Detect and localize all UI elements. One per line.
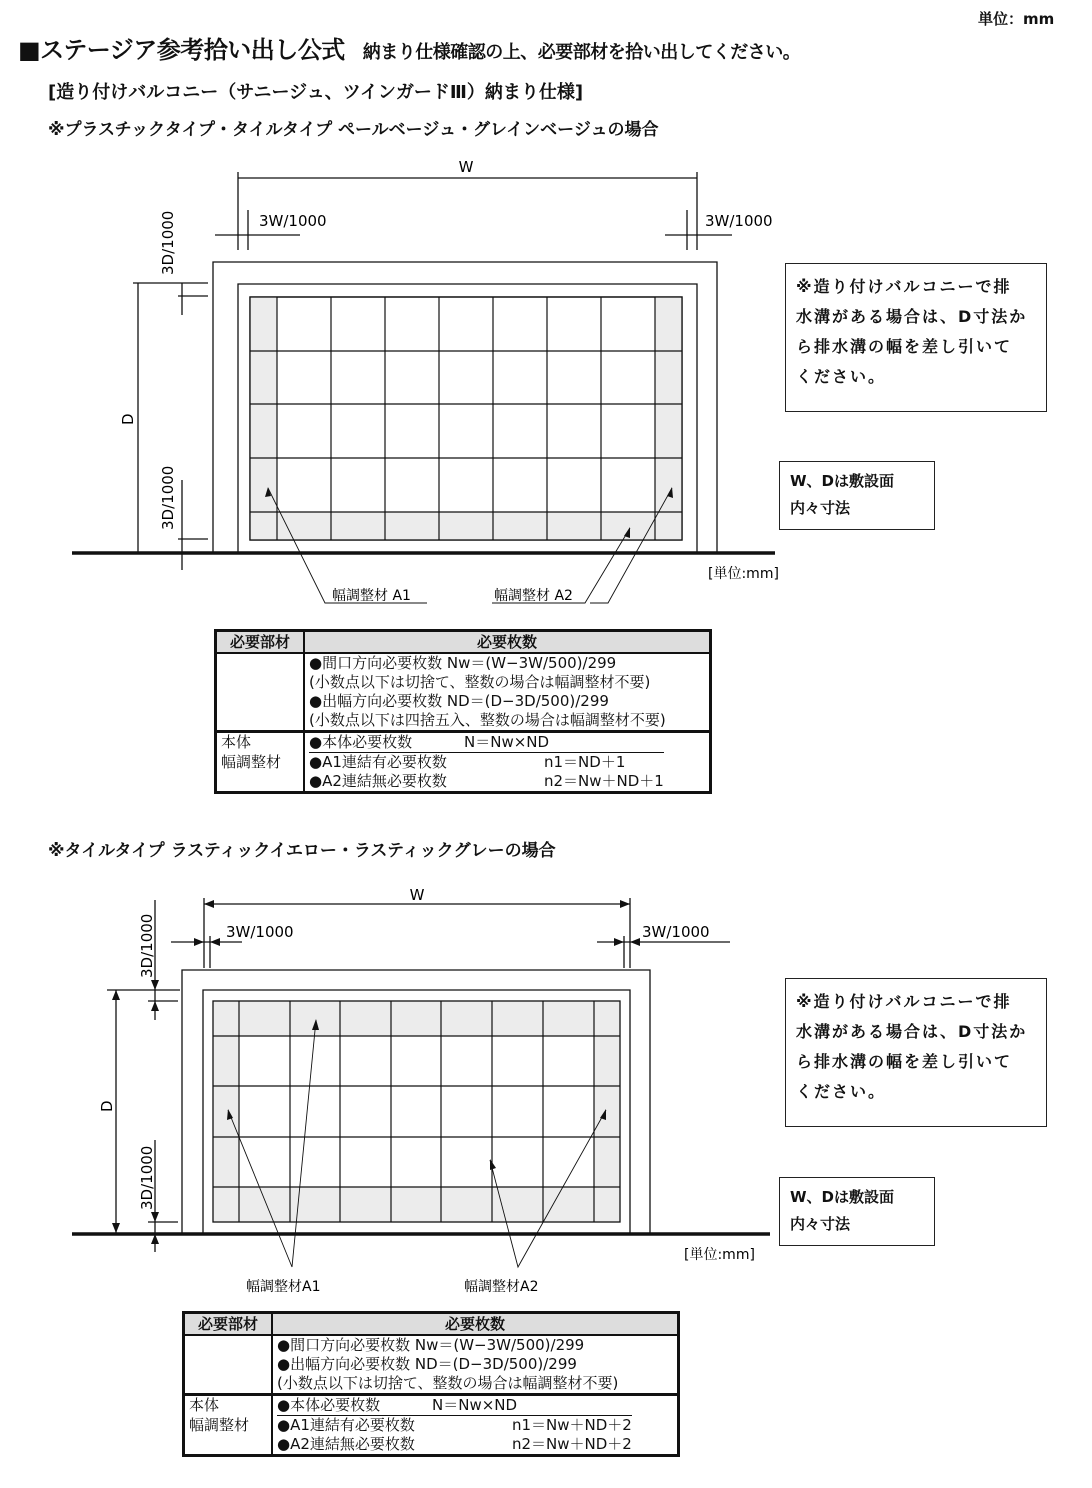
requirements-table-1 — [214, 629, 712, 794]
formula: n2＝Nw＋ND＋2 — [512, 1435, 632, 1453]
note-line: ※造り付けバルコニーで排 — [796, 277, 1012, 296]
formula-line: (小数点以下は四捨五入、整数の場合は幅調整材不要) — [309, 711, 666, 729]
d-dim-label: D — [98, 1100, 116, 1112]
item-label: ●A2連結無必要枚数 — [309, 772, 447, 790]
spec-heading: [造り付けバルコニー（サニージュ、ツインガードⅢ）納まり仕様] — [48, 82, 584, 103]
row-label-adjuster: 幅調整材 — [221, 753, 282, 771]
formula: N＝Nw×ND — [432, 1396, 518, 1414]
wd-line: W、Dは敷設面 — [790, 472, 894, 490]
item-label: ●本体必要枚数 — [277, 1396, 381, 1414]
d-dim-label: D — [119, 413, 137, 425]
requirements-table-2 — [182, 1311, 680, 1457]
margin-w-left-label: 3W/1000 — [259, 212, 327, 230]
callout-a1: 幅調整材A1 — [246, 1279, 321, 1295]
formula: N＝Nw×ND — [464, 733, 550, 751]
section1-title: ※プラスチックタイプ・タイルタイプ ペールベージュ・グレインベージュの場合 — [48, 120, 659, 140]
drainage-note-2 — [785, 978, 1047, 1127]
note-line: ら排水溝の幅を差し引いて — [796, 1052, 1013, 1071]
adjuster-cell — [272, 1416, 679, 1456]
formula-line: ●出幅方向必要枚数 ND＝(D−3D/500)/299 — [277, 1355, 577, 1373]
row-label-body: 本体 — [216, 732, 305, 754]
row-label — [216, 653, 305, 732]
row-label-body: 本体 — [184, 1395, 273, 1417]
note-line: ください。 — [796, 1082, 887, 1101]
col-header-count: 必要枚数 — [272, 1313, 679, 1336]
wd-line: 内々寸法 — [790, 1215, 851, 1233]
adjuster-cell — [304, 753, 711, 793]
formula: n1＝ND＋1 — [544, 753, 626, 771]
wd-line: 内々寸法 — [790, 499, 851, 517]
callout-a1: 幅調整材 A1 — [332, 588, 411, 604]
note-line: ※造り付けバルコニーで排 — [796, 992, 1012, 1011]
formula-line: ●出幅方向必要枚数 ND＝(D−3D/500)/299 — [309, 692, 609, 710]
w-dim-label: W — [458, 158, 474, 176]
page-title — [18, 30, 800, 65]
col-header-parts: 必要部材 — [184, 1313, 273, 1336]
formula-line: ●間口方向必要枚数 Nw＝(W−3W/500)/299 — [277, 1336, 585, 1354]
unit-label-diagram1: [単位:mm] — [708, 566, 779, 582]
wd-note-2 — [779, 1177, 935, 1246]
note-line: 水溝がある場合は、D寸法か — [796, 307, 1028, 326]
item-label: ●A1連結有必要枚数 — [309, 753, 447, 771]
callout-a2: 幅調整材 A2 — [494, 588, 573, 604]
note-line: 水溝がある場合は、D寸法か — [796, 1022, 1028, 1041]
wd-note-1 — [779, 461, 935, 530]
formula-cell — [272, 1335, 679, 1395]
note-line: ください。 — [796, 367, 887, 386]
drainage-note-1 — [785, 263, 1047, 412]
margin-w-left-label: 3W/1000 — [226, 923, 294, 941]
col-header-count: 必要枚数 — [304, 631, 711, 654]
formula-line: ●間口方向必要枚数 Nw＝(W−3W/500)/299 — [309, 654, 617, 672]
body-cell — [272, 1395, 679, 1417]
section1-diagram — [0, 150, 800, 610]
unit-label: 単位：mm — [978, 10, 1055, 28]
unit-label-diagram2: [単位:mm] — [684, 1247, 755, 1263]
margin-d-top-label: 3D/1000 — [138, 913, 156, 978]
col-header-parts: 必要部材 — [216, 631, 305, 654]
row-label-adjuster: 幅調整材 — [189, 1416, 250, 1434]
item-label: ●A1連結有必要枚数 — [277, 1416, 415, 1434]
item-label: ●本体必要枚数 — [309, 733, 413, 751]
margin-d-top-label: 3D/1000 — [159, 210, 177, 275]
w-dim-label: W — [409, 886, 425, 904]
note-line: ら排水溝の幅を差し引いて — [796, 337, 1013, 356]
row-label — [184, 1335, 273, 1395]
subtitle-text: 納まり仕様確認の上、必要部材を拾い出してください。 — [362, 42, 801, 63]
title-text: ■ステージア参考拾い出し公式 — [18, 36, 345, 64]
margin-w-right-label: 3W/1000 — [642, 923, 710, 941]
formula-line: (小数点以下は切捨て、整数の場合は幅調整材不要) — [309, 673, 651, 691]
formula-cell — [304, 653, 711, 732]
body-cell — [304, 732, 711, 754]
section2-diagram — [0, 880, 800, 1300]
formula: n1＝Nw＋ND＋2 — [512, 1416, 632, 1434]
formula-line: (小数点以下は切捨て、整数の場合は幅調整材不要) — [277, 1374, 619, 1392]
callout-a2: 幅調整材A2 — [464, 1279, 539, 1295]
item-label: ●A2連結無必要枚数 — [277, 1435, 415, 1453]
margin-d-bottom-label: 3D/1000 — [138, 1145, 156, 1210]
wd-line: W、Dは敷設面 — [790, 1188, 894, 1206]
section2-title: ※タイルタイプ ラスティックイエロー・ラスティックグレーの場合 — [48, 841, 556, 861]
margin-w-right-label: 3W/1000 — [705, 212, 773, 230]
formula: n2＝Nw＋ND＋1 — [544, 772, 664, 790]
margin-d-bottom-label: 3D/1000 — [159, 465, 177, 530]
